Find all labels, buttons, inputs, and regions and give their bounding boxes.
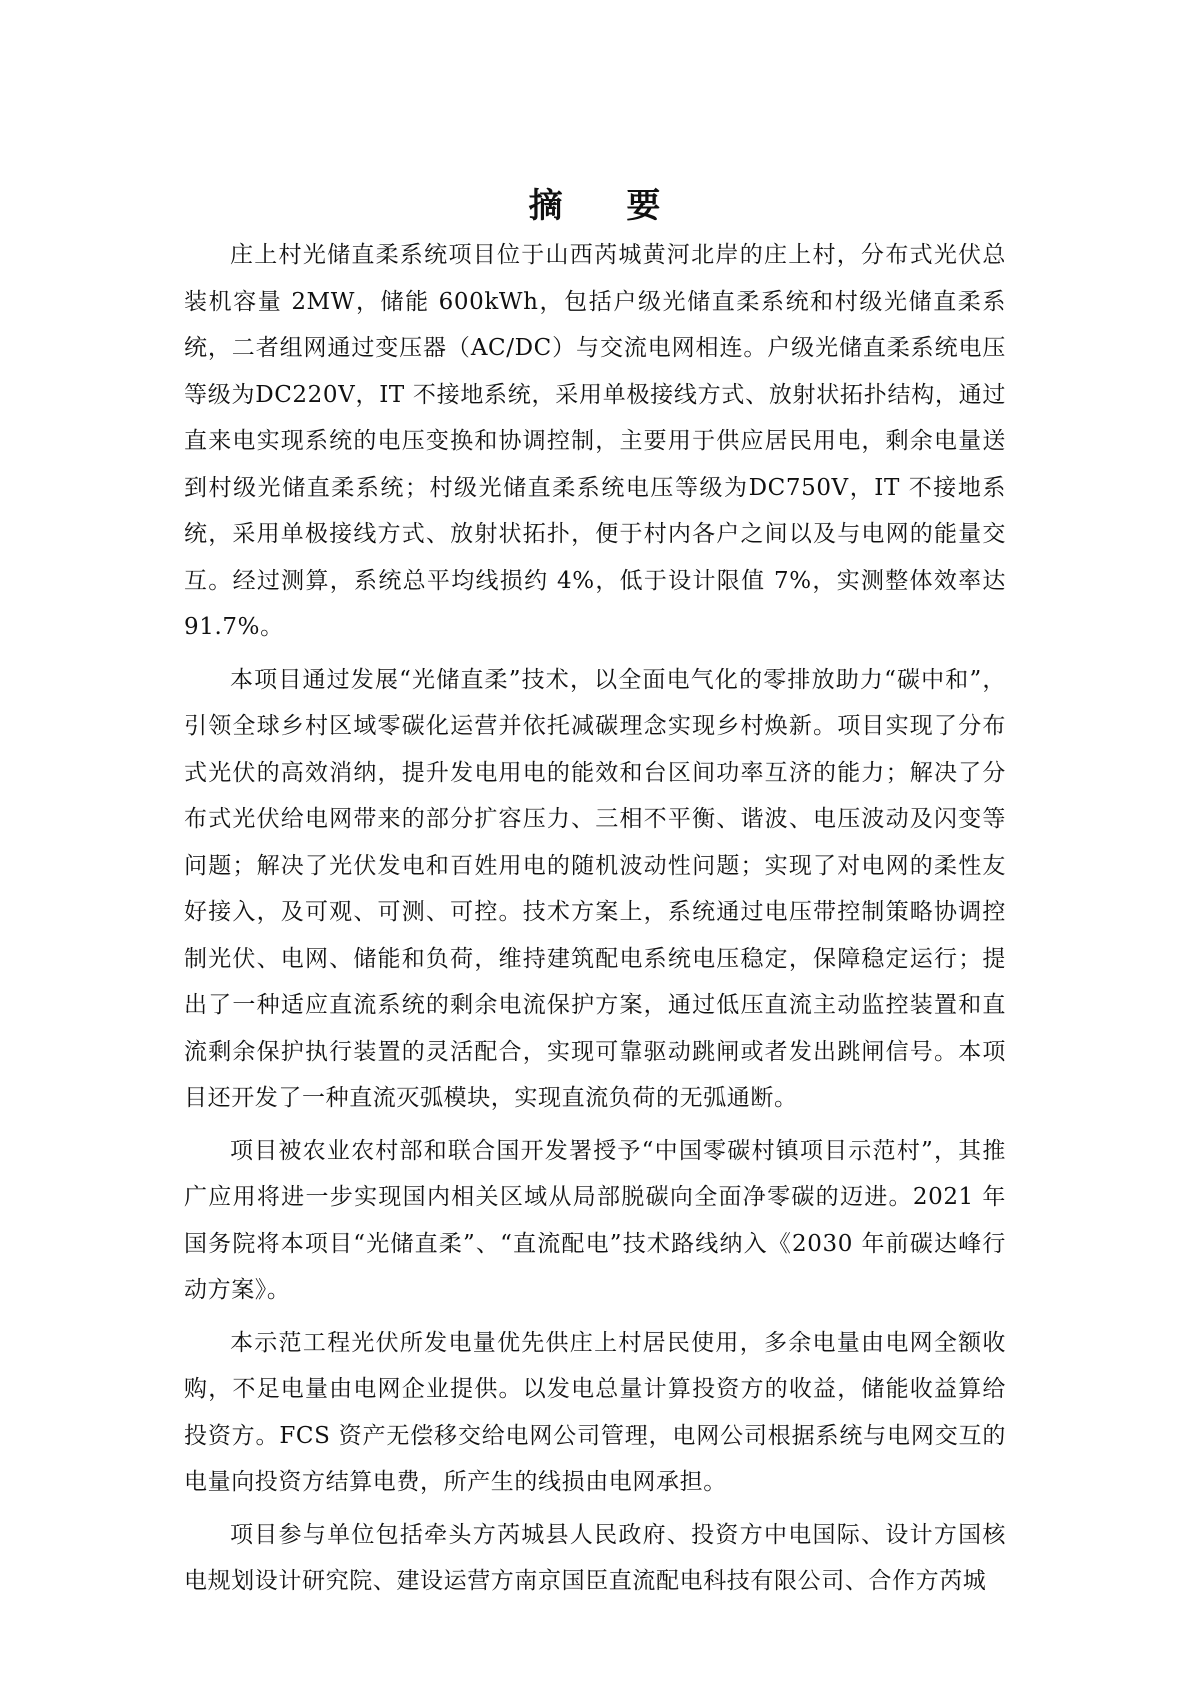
paragraph-4: 本示范工程光伏所发电量优先供庄上村居民使用，多余电量由电网全额收购，不足电量由电网企业提供。以发电总量计算投资方的收益，储能收益算给投资方。FCS 资产无偿移交给电网公司管理，电网公司根据系统与电网交互的电量向投资方结算电费，所产生的线损由电网承担。 — [184, 1329, 1006, 1495]
paragraph-2: 本项目通过发展“光储直柔”技术，以全面电气化的零排放助力“碳中和”，引领全球乡村区域零碳化运营并依托减碳理念实现乡村焕新。项目实现了分布式光伏的高效消纳，提升发电用电的能效和台区间功率互济的能力；解决了分布式光伏给电网带来的部分扩容压力、三相不平衡、谐波、电压波动及闪变等问题；解决了光伏发电和百姓用电的随机波动性问题；实现了对电网的柔性友好接入，及可观、可测、可控。技术方案上，系统通过电压带控制策略协调控制光伏、电网、储能和负荷，维持建筑配电系统电压稳定，保障稳定运行；提出了一种适应直流系统的剩余电流保护方案，通过低压直流主动监控装置和直流剩余保护执行装置的灵活配合，实现可靠驱动跳闸或者发出跳闸信号。本项目还开发了一种直流灭弧模块，实现直流负荷的无弧通断。 — [184, 666, 1006, 1111]
paragraph-5: 项目参与单位包括牵头方芮城县人民政府、投资方中电国际、设计方国核电规划设计研究院、建设运营方南京国臣直流配电科技有限公司、合作方芮城 — [184, 1521, 1006, 1594]
paragraph-3: 项目被农业农村部和联合国开发署授予“中国零碳村镇项目示范村”，其推广应用将进一步实现国内相关区域从局部脱碳向全面净零碳的迈进。2021 年国务院将本项目“光储直柔”、“直流配电”技术路线纳入《2030 年前碳达峰行动方案》。 — [184, 1137, 1006, 1303]
paragraph-1: 庄上村光储直柔系统项目位于山西芮城黄河北岸的庄上村，分布式光伏总装机容量 2MW，储能 600kWh，包括户级光储直柔系统和村级光储直柔系统，二者组网通过变压器（AC/DC）与交流电网相连。户级光储直柔系统电压等级为DC220V，IT 不接地系统，采用单极接线方式、放射状拓扑结构，通过直来电实现系统的电压变换和协调控制，主要用于供应居民用电，剩余电量送到村级光储直柔系统；村级光储直柔系统电压等级为DC750V，IT 不接地系统，采用单极接线方式、放射状拓扑，便于村内各户之间以及与电网的能量交互。经过测算，系统总平均线损约 4%，低于设计限值 7%，实测整体效率达 91.7%。 — [184, 242, 1006, 640]
abstract-body — [184, 232, 1006, 1611]
page-title: 摘 要 — [528, 186, 687, 226]
